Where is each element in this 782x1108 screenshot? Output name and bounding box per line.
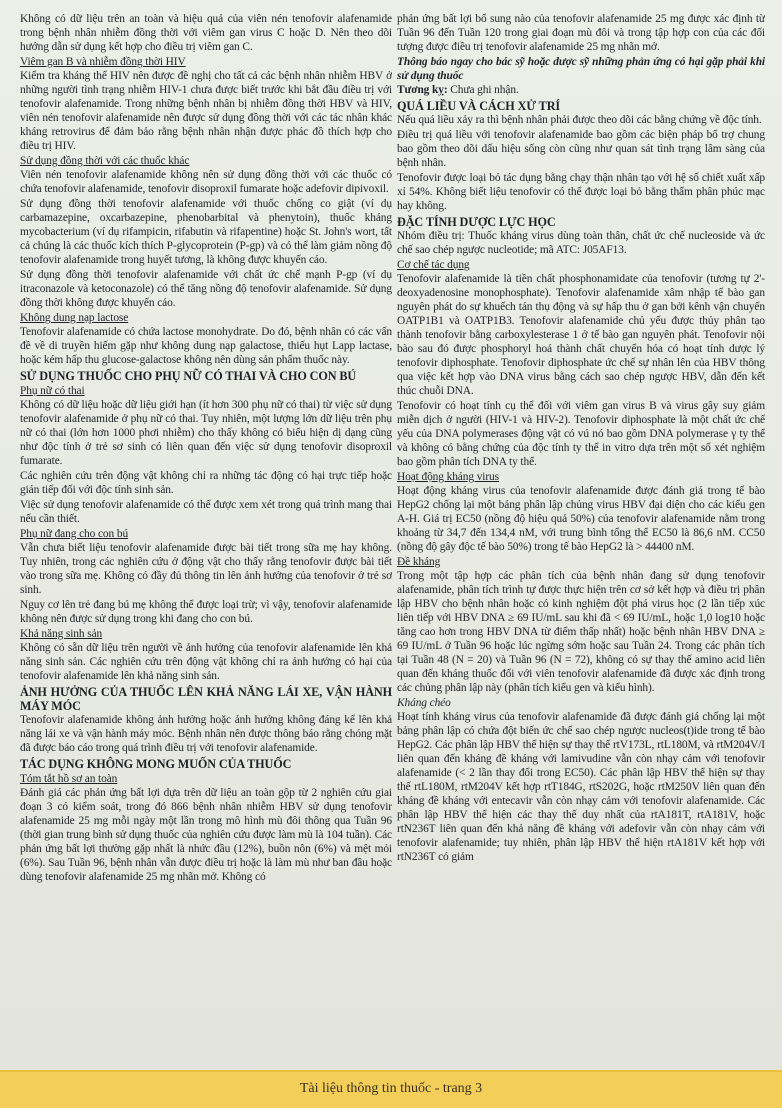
paragraph: Điều trị quá liều với tenofovir alafenamide bao gồm các biện pháp bổ trợ chung bao gồm theo dõi dấu hiệu sống còn cũng như quan sát tình trạng lâm sàng của bệnh nhân.: [397, 129, 765, 169]
subheading: Sử dụng đồng thời với các thuốc khác: [20, 155, 190, 167]
paragraph: Không có sẵn dữ liệu trên người về ảnh hưởng của tenofovir alafenamide lên khả năng sinh sản. Các nghiên cứu trên động vật không chỉ ra ảnh hưởng có hại của tenofovir alafenamide lên khả năng sinh sản.: [20, 642, 392, 682]
subheading: Khả năng sinh sản: [20, 628, 103, 640]
left-text-column: [20, 12, 392, 1070]
page-footer: [0, 1070, 782, 1108]
paragraph: Nguy cơ lên trẻ đang bú mẹ không thể được loại trừ; vì vậy, tenofovir alafenamide không nên được sử dụng trong khi đang cho con bú.: [20, 599, 392, 625]
section-heading: SỬ DỤNG THUỐC CHO PHỤ NỮ CÓ THAI VÀ CHO CON BÚ: [20, 369, 357, 383]
section-heading: ĐẶC TÍNH DƯỢC LỰC HỌC: [397, 215, 556, 229]
paragraph: Sử dụng đồng thời tenofovir alafenamide với thuốc chống co giật (ví dụ carbamazepine, oxcarbazepine, phenobarbital và phenytoin), thuốc kháng mycobacterium (ví dụ rifampicin, rifabutin và rifapentine) hoặc St. John's wort, tất cả chúng là các thuốc kích thích P-glycoprotein (P-gp) và có thể làm giảm nồng độ tenofovir alafenamide trong huyết tương, là không được khuyến cáo.: [20, 198, 392, 266]
paragraph: Tenofovir alafenamide không ảnh hưởng hoặc ảnh hưởng không đáng kể lên khả năng lái xe và vận hành máy móc. Bệnh nhân nên được thông báo rằng chóng mặt đã được báo cáo trong quá trình điều trị với tenofovir alafenamide.: [20, 714, 392, 754]
paragraph: Tenofovir alafenamide là tiền chất phosphonamidate của tenofovir (tương tự 2'-deoxyadenosine monophosphate). Tenofovir alafenamide xâm nhập tế bào gan nguyên phát do sự khuếch tán thụ động và sự hấp thu ở gan bởi kênh vận chuyển OATP1B1 và OATP1B3. Tenofovir alafenamide chủ yếu được thủy phân tạo thành tenofovir bằng carboxylesterase 1 ở tế bào gan nguyên phát. Tenofovir nội bào sau đó được phosphoryl hoá thành chất chuyển hóa có hoạt tính dược lý tenofovir diphosphate. Tenofovir diphosphate ức chế sự nhân lên của HBV thông qua việc kết hợp vào DNA virus bằng cách sao chép ngược HBV, dẫn đến kết thúc chuỗi DNA.: [397, 273, 765, 397]
paragraph: Nhóm điều trị: Thuốc kháng virus dùng toàn thân, chất ức chế nucleoside và ức chế sao chép ngược nucleotide; mã ATC: J05AF13.: [397, 230, 765, 256]
inline-text: Chưa ghi nhận.: [447, 84, 519, 96]
paragraph: phản ứng bất lợi bổ sung nào của tenofovir alafenamide 25 mg được xác định từ Tuần 96 đến Tuần 120 trong giai đoạn mù đôi và trong tập hợp con của các đối tượng được điều trị tenofovir alafenamide 25 mg nhãn mở.: [397, 13, 765, 53]
italic-subheading: Kháng chéo: [397, 697, 451, 709]
paragraph: Đánh giá các phản ứng bất lợi dựa trên dữ liệu an toàn gộp từ 2 nghiên cứu giai đoạn 3 có kiểm soát, trong đó 866 bệnh nhân nhiễm HBV sử dụng tenofovir alafenamide 25 mg mỗi ngày một lần trong mô hình mù đôi thông qua Tuần 96 (thời gian trung bình sử dụng thuốc của nghiên cứu được làm mù là 104 tuần). Các phản ứng bất lợi thường gặp nhất là nhức đầu (12%), buồn nôn (6%) và mệt mỏi (6%). Sau Tuần 96, bệnh nhân vẫn được điều trị hoặc là làm mù như ban đầu hoặc dùng tenofovir alafenamide 25 mg nhãn mở. Không có: [20, 787, 392, 883]
paragraph: Viên nén tenofovir alafenamide không nên sử dụng đồng thời với các thuốc có chứa tenofovir alafenamide, tenofovir disoproxil fumarate hoặc adefovir dipivoxil.: [20, 169, 392, 195]
paragraph: Nếu quá liều xảy ra thì bệnh nhân phải được theo dõi các bằng chứng về độc tính.: [397, 114, 762, 126]
paragraph: Các nghiên cứu trên động vật không chỉ ra những tác động có hại trực tiếp hoặc gián tiếp đối với độc tính sinh sản.: [20, 470, 392, 496]
paragraph: Tenofovir được loại bỏ tác dụng bằng chạy thận nhân tạo với hệ số chiết xuất xấp xỉ 54%. Không biết liệu tenofovir có thể được loại bỏ bằng thẩm phân phúc mạc hay không.: [397, 172, 765, 212]
subheading: Hoạt động kháng virus: [397, 471, 499, 483]
paragraph: Tenofovir có hoạt tính cụ thể đối với viêm gan virus B và virus gây suy giảm miễn dịch ở người (HIV-1 và HIV-2). Tenofovir diphosphate là một chất ức chế yếu của DNA polymerases động vật có vú nó bao gồm DNA polymerase γ ty thể và không có bằng chứng của độc tính ty thể in vitro dựa trên một số xét nghiệm bao gồm phân tích DNA ty thể.: [397, 400, 765, 468]
footer-page-label: Tài liệu thông tin thuốc - trang 3: [299, 1081, 483, 1096]
bold-notice: Thông báo ngay cho bác sỹ hoặc dược sỹ những phản ứng có hại gặp phải khi sử dụng thuốc: [397, 56, 765, 82]
subheading: Đề kháng: [397, 556, 441, 568]
paragraph: Trong một tập hợp các phân tích của bệnh nhân đang sử dụng tenofovir alafenamide, phân tích trình tự được thực hiện trên cơ sở kết hợp và điều trị phân lập HBV cho bệnh nhân hoặc có kinh nghiệm đột phá virus học (2 lần tiếp xúc liên tiếp với HBV DNA ≥ 69 IU/mL sau khi đã < 69 IU/mL, hoặc 1,0 log10 hoặc tăng cao hơn trong HBV DNA từ điểm thấp nhất) hoặc bệnh nhân HBV DNA ≥ 69 IU/mL ở Tuần 96 hoặc lúc ngừng sớm hoặc sau Tuần 24. Trong các phân tích tại Tuần 48 (N = 20) và Tuần 96 (N = 72), không có sự thay thế amino acid liên quan đến kháng thuốc đối với viên tenofovir alafenamide đã được xác định trong các chủng phân lập này (phân tích kiểu gen và kiểu hình).: [397, 570, 765, 694]
section-heading: QUÁ LIỀU VÀ CÁCH XỬ TRÍ: [397, 99, 561, 113]
paragraph: [397, 83, 765, 97]
paragraph: Tenofovir alafenamide có chứa lactose monohydrate. Do đó, bệnh nhân có các vấn đề về di truyền hiếm gặp như không dung nạp galactose, thiếu hụt Lapp lactase, hoặc kém hấp thu glucose-galactose không nên dùng sản phẩm thuốc này.: [20, 326, 392, 366]
paragraph: Vẫn chưa biết liệu tenofovir alafenamide được bài tiết trong sữa mẹ hay không. Tuy nhiên, trong các nghiên cứu ở động vật cho thấy rằng tenofovir được bài tiết vào trong sữa mẹ. Không có đầy đủ thông tin lên ảnh hưởng của tenofovir ở trẻ sơ sinh.: [20, 542, 392, 596]
paragraph: Việc sử dụng tenofovir alafenamide có thể được xem xét trong quá trình mang thai nếu cần thiết.: [20, 499, 392, 525]
inline-label: Tương kỵ:: [397, 84, 448, 96]
subheading: Phụ nữ đang cho con bú: [20, 528, 129, 540]
paragraph: Không có dữ liệu hoặc dữ liệu giới hạn (ít hơn 300 phụ nữ có thai) từ việc sử dụng tenofovir alafenamide ở phụ nữ có thai. Tuy nhiên, một lượng lớn dữ liệu trên phụ nữ có thai (lớn hơn 1000 phơi nhiễm) cho thấy không có biểu hiện dị dạng cũng như độc tính ở trẻ sơ sinh có liên quan đến việc sử dụng tenofovir disoproxil fumarate.: [20, 399, 392, 467]
subheading: Phụ nữ có thai: [20, 385, 85, 397]
subheading: Tóm tắt hồ sơ an toàn: [20, 773, 118, 785]
right-text-column: [397, 12, 765, 1070]
paragraph: Kiểm tra kháng thể HIV nên được đề nghị cho tất cả các bệnh nhân nhiễm HBV ở những người tình trạng nhiễm HIV-1 chưa được biết trước khi bắt đầu điều trị với tenofovir alafenamide. Trong những bệnh nhân bị nhiễm đồng thời HBV và HIV, viên nén tenofovir alafenamide nên được sử dụng đồng thời với các tác nhân khác kháng retrovirus để đảm bảo rằng bệnh nhân nhận được phác đồ thích hợp cho điều trị HIV.: [20, 70, 392, 152]
subheading: Không dung nạp lactose: [20, 312, 129, 324]
section-heading: TÁC DỤNG KHÔNG MONG MUỐN CỦA THUỐC: [20, 757, 292, 771]
section-heading: ẢNH HƯỞNG CỦA THUỐC LÊN KHẢ NĂNG LÁI XE, VẬN HÀNH MÁY MÓC: [20, 685, 392, 713]
paragraph: Không có dữ liệu trên an toàn và hiệu quả của viên nén tenofovir alafenamide trong bệnh nhân nhiễm đồng thời với viêm gan virus C hoặc D. Nên theo dõi hướng dẫn sử dụng kết hợp cho điều trị viêm gan C.: [20, 13, 392, 53]
paragraph: Hoạt động kháng virus của tenofovir alafenamide được đánh giá trong tế bào HepG2 chống lại một bảng phân lập chủng virus HBV đại diện cho các kiểu gen A-H. Giá trị EC50 (nồng độ hiệu quả 50%) của tenofovir alafenamide nằm trong khoảng từ 34,7 đến 134,4 nM, với trung bình tổng thể EC50 là 86,6 nM. CC50 (nồng độ gây độc tế bào 50%) trong tế bào HepG2 là > 44400 nM.: [397, 485, 765, 553]
subheading: Viêm gan B và nhiễm đồng thời HIV: [20, 56, 186, 68]
paragraph: Sử dụng đồng thời tenofovir alafenamide với chất ức chế mạnh P-gp (ví dụ itraconazole và ketoconazole) có thể tăng nồng độ tenofovir alafenamide. Sử dụng đồng thời không được khuyến cáo.: [20, 269, 392, 309]
subheading: Cơ chế tác dụng: [397, 259, 470, 271]
paragraph: Hoạt tính kháng virus của tenofovir alafenamide đã được đánh giá chống lại một bảng phân lập có chứa đột biến ức chế sao chép ngược nucleos(t)ide trong tế bào HepG2. Các phân lập HBV thể hiện sự thay thế rtV173L, rtL180M, và rtM204V/I liên quan đến kháng đề kháng với lamivudine vẫn còn nhạy cảm với tenofovir alafenamide (< 2 lần thay đổi trong EC50). Các phân lập HBV thể hiện sự thay thế rtL180M, rtM204V kết hợp rtT184G, rtS202G, hoặc rtM250V liên quan đến kháng đề kháng với entecavir vẫn còn nhạy cảm với tenofovir alafenamide. Các phân lập HBV thể hiện các thay thế duy nhất của rtA181T, rtA181V, hoặc rtN236T liên quan đến khả năng đề kháng với adefovir vẫn còn nhạy cảm với tenofovir alafenamide; tuy nhiên, phân lập HBV thể hiện rtA181V kết hợp với rtN236T có giảm: [397, 711, 765, 863]
